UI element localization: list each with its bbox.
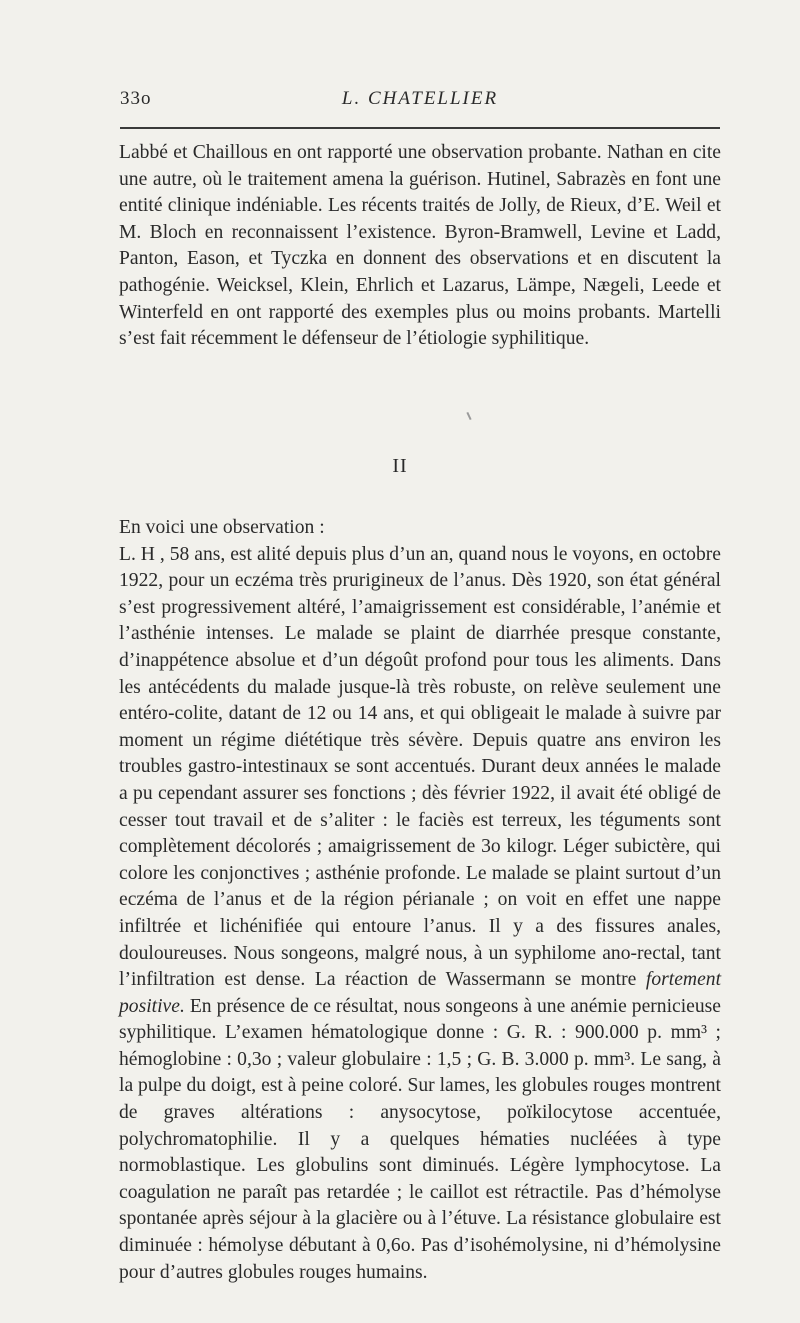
observation-text-part-2: En présence de ce résultat, nous songeons à une anémie pernicieuse syphilitique. L’examen hématologique donne : G. R. : 900.000 p. mm³ ; hémoglobine : 0,3o ; valeur globulaire : 1,5 ; G. B. 3.000 p. mm³. Le sang, à la pulpe du doigt, est à peine coloré. Sur lames, les globules rouges montrent de graves altérations : anysocytose, poïkilocytose accentuée, polychromatophilie. Il y a quelques hématies nucléées à type normoblastique. Les globulins sont diminués. Légère lymphocytose. La coagulation ne paraît pas retardée ; le caillot est rétractile. Pas d’hémolyse spontanée après séjour à la glacière ou à l’étuve. La résistance globulaire est diminuée : hémolyse débutant à 0,6o. Pas d’isohémolysine, ni d’hémolysine pour d’autres globules rouges humains. <box>119 995 721 1283</box>
section-heading: II <box>392 455 408 477</box>
running-head <box>120 88 720 114</box>
print-speck <box>466 412 471 420</box>
observation-intro: En voici une observation : <box>119 517 325 538</box>
paragraph-1-text: Labbé et Chaillous en ont rapporté une observation probante. Nathan en cite une autre, où le traitement amena la guérison. Hutinel, Sabrazès en font une entité clinique indéniable. Les récents traités de Jolly, de Rieux, d’E. Weil et M. Bloch en reconnaissent l’existence. Byron-Bramwell, Levine et Ladd, Panton, Eason, et Tyczka en donnent des observations et en discutent la pathogénie. Weicksel, Klein, Ehrlich et Lazarus, Lämpe, Nægeli, Leede et Winterfeld en ont rapporté des exemples plus ou moins probants. Martelli s’est fait récemment le défenseur de l’étiologie syphilitique. <box>119 142 721 350</box>
header-rule <box>120 127 720 129</box>
observation-section <box>119 515 721 1286</box>
page-number: 33o <box>120 88 152 109</box>
observation-emphasis: fortement positive. <box>119 969 722 1017</box>
observation-text-part-1: L. H , 58 ans, est alité depuis plus d’un an, quand nous le voyons, en octobre 1922, pour un eczéma très prurigineux de l’anus. Dès 1920, son état général s’est progressivement altéré, l’amaigrissement est considérable, l’anémie et l’asthénie intenses. Le malade se plaint de diarrhée presque constante, d’inappétence absolue et d’un dégoût profond pour tous les aliments. Dans les antécédents du malade jusque-là très robuste, on relève seulement une entéro-colite, datant de 12 ou 14 ans, et qui obligeait le malade à suivre par moment un régime diététique très sévère. Depuis quatre ans environ les troubles gastro-intestinaux se sont accentués. Durant deux années le malade a pu cependant assurer ses fonctions ; dès février 1922, il avait été obligé de cesser tout travail et de s’aliter : le faciès est terreux, les téguments sont complètement décolorés ; amaigrissement de 3o kilogr. Léger subictère, qui colore les conjonctives ; asthénie profonde. Le malade se plaint surtout d’un eczéma de l’anus et de la région périanale ; on voit en effet une nappe infiltrée et lichénifiée qui entoure l’anus. Il y a des fissures anales, douloureuses. Nous songeons, malgré nous, à un syphilome ano-rectal, tant l’infiltration est dense. La réaction de Wassermann se montre <box>119 543 721 991</box>
running-title: L. CHATELLIER <box>341 88 499 109</box>
observation-paragraph <box>119 542 721 1287</box>
paragraph-literature-review <box>119 140 721 353</box>
